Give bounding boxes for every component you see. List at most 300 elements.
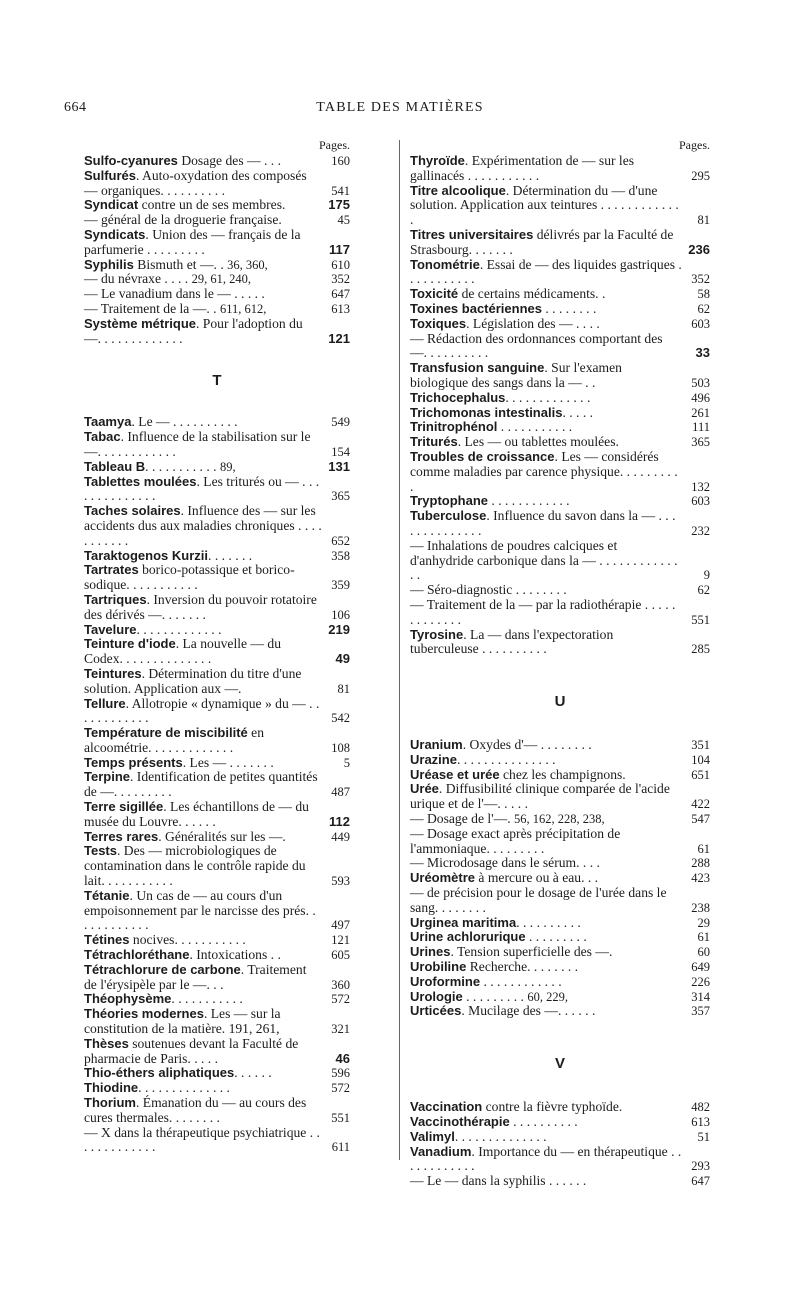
index-entry [84,287,350,302]
entry-page-number: 112 [329,813,350,829]
section-letter: V [554,1055,565,1073]
entry-text: . . . . . . . . . . . [145,458,217,474]
entry-heading: Sulfurés [84,167,137,183]
index-entry [410,435,710,450]
entry-heading: Taraktogenos Kurzii [84,547,209,563]
entry-page-number: 596 [331,1066,350,1081]
entry-heading: Titres universitaires [410,226,534,242]
entry-text: . La — dans l'expectoration tuberculeuse . . . . . . . . . . [410,626,614,657]
index-entry [410,990,710,1005]
entry-heading: Trichomonas intestinalis [410,404,563,420]
entry-text: . Sur l'examen biologique des sangs dans la — . . [410,360,622,390]
entry-page-number: 132 [691,479,710,494]
entry-page-number: 487 [331,785,350,800]
entry-heading: Uranium [410,737,463,753]
index-entry [84,948,350,963]
entry-page-number: 482 [691,1100,710,1115]
index-entry [84,756,350,771]
entry-page-number: 652 [331,533,350,548]
entry-heading: Urines [410,944,451,960]
entry-text: . . . . . . . . . . . . . . [454,1128,547,1144]
entry-heading: Thorium [84,1095,136,1111]
index-entry [84,637,350,667]
entry-page-number: 651 [691,767,710,782]
entry-text: . Mucilage des —. . . . . . [461,1003,596,1019]
entry-page-number: 45 [337,213,350,228]
entry-page-number: 238 [691,900,710,915]
entry-page-number: 46 [335,1050,350,1066]
running-title: TABLE DES MATIÈRES [316,100,484,115]
index-entry [410,856,710,871]
index-entry [84,169,350,199]
index-entry [410,450,710,494]
entry-text: . Un cas de — au cours d'un empoisonnement par le narcisse des prés. . . . . . . . . . . . [84,887,316,933]
index-entry [84,415,350,430]
index-entry [84,460,350,475]
entry-heading: Syphilis [84,256,134,272]
entry-text: contre la fièvre typhoïde. [482,1099,623,1115]
entry-text: — Traitement de la —. . [84,300,217,316]
index-entry [84,1081,350,1096]
index-entry [84,258,350,273]
entry-text: — Dosage de l'—. [410,811,511,827]
entry-heading: Tabac [84,429,121,445]
index-entry [84,770,350,800]
entry-page-number: 647 [331,287,350,302]
entry-page-number: 365 [691,435,710,450]
entry-page-number: 605 [331,948,350,963]
index-entry [410,886,710,916]
entry-text: . Pour l'adoption du —. . . . . . . . . . . . . [84,315,303,346]
entry-page-number: 29 [697,915,710,930]
entry-heading: Urginea maritima [410,914,517,930]
entry-page-number: 352 [331,272,350,287]
entry-heading: Tonométrie [410,256,480,272]
entry-heading: Terres rares [84,828,159,844]
entry-page-number: 649 [691,960,710,975]
entry-text: . . . . . . . . . . [516,914,581,930]
entry-text: . Émanation du — au cours des cures thermales. . . . . . . . [84,1095,307,1125]
entry-text: . . . . . . . . . . . . . [136,621,222,637]
entry-text: borico-potassique et borico-sodique. . . . . . . . . . . [84,562,295,593]
entry-page-number: 549 [331,415,350,430]
index-entry [84,800,350,830]
entry-page-number: 49 [335,651,350,667]
index-entry [410,258,710,288]
index-column-right [410,136,710,1189]
entry-heading: Tartriques [84,591,147,607]
entry-heading: Urée [410,781,439,797]
index-entry [410,317,710,332]
entry-heading: Uréomètre [410,870,476,886]
index-entry [410,332,710,362]
entry-text: . Identification de petites quantités de —. . . . . . . . . [84,769,318,800]
entry-extra-pages: 56, 162, 228, 238, [514,812,605,827]
entry-heading: Tuberculose [410,508,487,524]
entry-text: . Les — ou tablettes moulées. [457,434,619,450]
entry-page-number: 503 [691,375,710,390]
entry-page-number: 117 [329,241,350,257]
entry-page-number: 236 [688,241,710,257]
index-entry [84,302,350,317]
index-entry [410,1115,710,1130]
index-entry [410,406,710,421]
entry-page-number: 351 [691,738,710,753]
entry-page-number: 61 [697,930,710,945]
entry-page-number: 611 [331,1140,350,1155]
index-entry [84,213,350,228]
entry-heading: Syndicat [84,197,139,213]
entry-page-number: 108 [331,740,350,755]
entry-page-number: 131 [328,458,350,474]
entry-heading: Teinture d'iode [84,636,176,652]
index-entry [410,420,710,435]
entry-text: . . . . . . . . . . . [497,419,573,435]
entry-text: en alcoométrie. . . . . . . . . . . . . [84,725,264,755]
index-entry [84,1096,350,1126]
entry-heading: Taches solaires [84,503,181,519]
index-entry [84,1066,350,1081]
entry-text: . . . . . . . . . . . . [480,973,562,989]
entry-page-number: 9 [703,568,710,583]
index-entries-left [84,154,350,1155]
index-entry [410,628,710,658]
entry-page-number: 295 [691,168,710,183]
entry-extra-pages: 611, 612, [219,301,267,316]
entry-text: . . . . . . [234,1065,272,1081]
entry-page-number: 423 [691,871,710,886]
index-column-left [84,136,350,1155]
entry-text: — Traitement de la — par la radiothérapie . . . . . . . . . . . . . [410,596,676,627]
entry-text: . . . . . . . . . . . . . [505,389,591,405]
index-entry [410,391,710,406]
index-entry [410,287,710,302]
index-entry [410,583,710,598]
entry-text: . . . . . . . . . [525,929,587,945]
entry-heading: Trinitrophénol [410,419,498,435]
entry-heading: Uréase et urée [410,766,500,782]
entry-heading: Teintures [84,665,142,681]
entry-page-number: 154 [331,444,350,459]
entry-heading: Uroformine [410,973,481,989]
entry-page-number: 593 [331,874,350,889]
entry-heading: Théophysème [84,991,172,1007]
entry-text: — Le vanadium dans le — . . . . . [84,286,265,302]
index-entry [84,844,350,888]
entry-page-number: 551 [691,612,710,627]
index-entry [84,430,350,460]
entry-page-number: 647 [691,1174,710,1189]
entry-heading: Théories modernes [84,1006,204,1022]
entry-page-number: 111 [692,420,710,435]
index-entry [410,494,710,509]
entry-page-number: 106 [331,607,350,622]
entry-page-number: 314 [691,989,710,1004]
index-entry [84,198,350,213]
entry-text: . Intoxications . . [189,947,281,963]
entry-text: . . . . . . . [208,547,253,563]
entry-page-number: 261 [691,405,710,420]
index-entry [84,504,350,548]
entry-text: . Diffusibilité clinique comparée de l'acide urique et de l'—. . . . . [410,781,670,812]
entry-text: — Inhalations de poudres calciques et d'anhydride carbonique dans la — . . . . . . . . . . . . . . [410,537,678,583]
index-entry [84,933,350,948]
entry-text: . . . . . . . . . . . . . . [138,1080,230,1096]
index-entry [410,945,710,960]
entry-text: . Influence du savon dans la — . . . . . . . . . . . . . . [410,508,676,538]
entry-heading: Urobiline [410,959,467,975]
entry-heading: Titre alcoolique [410,182,506,198]
index-entry [410,738,710,753]
entry-text: à mercure ou à eau. . . [475,870,599,886]
index-entry [84,623,350,638]
section-letter: U [554,693,566,711]
entry-text: Recherche. . . . . . . . [466,959,579,975]
entry-heading: Valimyl [410,1128,455,1144]
entry-heading: Triturés [410,434,458,450]
entry-page-number: 572 [331,1081,350,1096]
entry-text: . Les triturés ou — . . . . . . . . . . . . . . [84,473,320,504]
entry-text: — X dans la thérapeutique psychiatrique . . . . . . . . . . . . . [84,1124,320,1155]
entry-heading: Troubles de croissance [410,448,555,464]
running-header [0,100,800,124]
entry-page-number: 359 [331,578,350,593]
entry-heading: Urazine [410,751,457,767]
index-entry [84,1037,350,1067]
entry-text: Bismuth et —. . [133,256,224,272]
index-entry [84,667,350,697]
entry-text: Dosage des — . . . [177,153,281,168]
entry-heading: Tablettes moulées [84,473,197,489]
entry-page-number: 321 [331,1022,350,1037]
index-entry [410,1174,710,1189]
entry-page-number: 175 [328,197,350,213]
entry-heading: Urologie [410,988,463,1004]
entry-heading: Tellure [84,695,126,711]
entry-text: . Tension superficielle des —. [450,944,613,960]
entry-text: . Détermination du titre d'une solution. Application aux —. [84,665,302,696]
index-entry [84,549,350,564]
index-entry [410,509,710,539]
entry-page-number: 121 [331,933,350,948]
entry-heading: Temps présents [84,754,183,770]
entry-heading: Thio-éthers aliphatiques [84,1065,235,1081]
entry-text: . . . . . . . . . . . . . . . [456,751,556,767]
index-entries-right [410,154,710,1189]
entry-page-number: 365 [331,489,350,504]
entry-heading: Taamya [84,414,132,430]
index-entry [410,302,710,317]
entry-text: — du névraxe . . . . [84,271,189,287]
entry-heading: Syndicats [84,226,146,242]
entry-text: . Allotropie « dynamique » du — . . . . . . . . . . . . [84,695,320,726]
entry-text: — général de la droguerie française. [84,212,282,228]
entry-heading: Tétrachloréthane [84,947,190,963]
entry-text: . Les — . . . . . . . [182,754,274,770]
entry-extra-pages: 29, 61, 240, [191,272,251,287]
entry-text: . Le — . . . . . . . . . . [131,414,238,430]
entry-text: . Les — considérés comme maladies par carence physique. . . . . . . . . . [410,448,678,494]
entry-text: . Détermination du — d'une solution. Application aux teintures . . . . . . . . . . . . . [410,182,679,228]
index-entry [410,228,710,258]
entry-heading: Toxicité [410,286,459,302]
entry-page-number: 357 [691,1004,710,1019]
entry-text: chez les champignons. [499,766,626,782]
entry-text: — de précision pour le dosage de l'urée dans le sang. . . . . . . . [410,885,667,915]
entry-text: . . . . . . . . . . [509,1114,578,1130]
index-entry [410,768,710,783]
index-entry [410,871,710,886]
index-entry [84,992,350,1007]
entry-text: . . . . . . . . . . . [171,991,243,1007]
entry-page-number: 610 [331,257,350,272]
entry-text: contre un de ses membres. [138,197,286,213]
index-entry [410,539,710,583]
entry-heading: Vaccination [410,1099,483,1115]
entry-text: . Auto-oxydation des composés — organiques. . . . . . . . . . [84,167,307,198]
entry-heading: Température de miscibilité [84,725,248,741]
entry-page-number: 288 [691,856,710,871]
entry-text: . Union des — français de la parfumerie . . . . . . . . . [84,226,301,257]
index-entry [84,475,350,505]
section-letter: T [212,372,222,390]
entry-page-number: 360 [331,977,350,992]
entry-text: . Législation des — . . . . [466,315,600,331]
entry-text: . Importance du — en thérapeutique . . . . . . . . . . . . [410,1143,682,1174]
entry-heading: Urine achlorurique [410,929,526,945]
entry-text: . Des — microbiologiques de contamination dans le contrôle rapide du lait. . . . . . . . . . . [84,843,306,889]
entry-heading: Système métrique [84,315,196,331]
entry-text: — Rédaction des ordonnances comportant des —. . . . . . . . . . [410,330,663,361]
index-entry [84,963,350,993]
index-entry [410,827,710,857]
index-entry [84,1126,350,1156]
index-entry [84,1007,350,1037]
entry-page-number: 496 [691,390,710,405]
pages-column-label: Pages. [679,138,710,152]
entry-text: . Influence de la stabilisation sur le —. . . . . . . . . . . . [84,429,311,459]
index-entry [410,154,710,184]
entry-page-number: 541 [331,183,350,198]
entry-page-number: 613 [331,301,350,316]
entry-page-number: 51 [697,1129,710,1144]
entry-page-number: 358 [331,548,350,563]
entry-heading: Toxines bactériennes [410,300,542,316]
entry-page-number: 613 [691,1115,710,1130]
index-entry [84,593,350,623]
entry-page-number: 58 [697,287,710,302]
entry-extra-pages: 36, 360, [227,257,268,272]
index-entry [410,753,710,768]
entry-page-number: 285 [691,642,710,657]
entry-text: — Séro-diagnostic . . . . . . . . [410,582,567,598]
entry-page-number: 60 [697,945,710,960]
entry-text: . Les — sur la constitution de la matière. 191, 261, [84,1006,281,1037]
entry-heading: Terre sigillée [84,799,164,815]
entry-text: . . . . . . . . . [462,988,524,1004]
index-entry [410,184,710,228]
entry-page-number: 497 [331,918,350,933]
entry-text: . Traitement de l'érysipèle par le —. . . [84,961,307,992]
entry-heading: Tétines [84,932,130,948]
entry-page-number: 226 [691,974,710,989]
entry-text: de certains médicaments. . [458,286,606,302]
entry-page-number: 572 [331,992,350,1007]
entry-text: . . . . . [562,404,594,420]
index-entry [84,154,350,169]
entry-heading: Tavelure [84,621,137,637]
entry-page-number: 160 [331,154,350,168]
entry-text: . Influence des — sur les accidents dus aux maladies chroniques . . . . . . . . . . . [84,503,322,548]
entry-heading: Tryptophane [410,493,489,509]
index-entry [410,812,710,827]
index-entry [410,975,710,990]
index-entry [410,598,710,628]
entry-page-number: 352 [691,272,710,287]
page-number: 664 [64,100,87,115]
index-entry [84,697,350,727]
entry-page-number: 104 [691,752,710,767]
index-entry [410,1145,710,1175]
entry-heading: Toxiques [410,315,467,331]
entry-heading: Tests [84,843,117,859]
entry-text: . Inversion du pouvoir rotatoire des dérivés —. . . . . . . [84,591,317,622]
entry-page-number: 232 [691,523,710,538]
entry-page-number: 61 [697,841,710,856]
entry-page-number: 603 [691,494,710,509]
entry-page-number: 33 [695,345,710,361]
index-entry [410,916,710,931]
entry-extra-pages: 60, 229, [527,989,568,1004]
entry-heading: Transfusion sanguine [410,360,545,376]
entry-text: nocives. . . . . . . . . . . [129,932,246,948]
index-entry [410,960,710,975]
entry-page-number: 551 [331,1110,350,1125]
index-entry [410,782,710,812]
column-divider [399,140,400,1160]
entry-page-number: 121 [328,330,350,346]
entry-text: . Généralités sur les —. [158,828,286,844]
entry-page-number: 542 [331,711,350,726]
entry-heading: Thiodine [84,1080,139,1096]
entry-page-number: 81 [337,681,350,696]
entry-page-number: 449 [331,829,350,844]
entry-text: . Oxydes d'— . . . . . . . . [462,737,592,753]
entry-page-number: 422 [691,797,710,812]
entry-heading: Tétrachlorure de carbone [84,961,241,977]
index-entry [84,830,350,845]
entry-text: . Expérimentation de — sur les gallinacés . . . . . . . . . . . [410,153,635,183]
entry-page-number: 81 [697,213,710,228]
pages-column-label: Pages. [319,138,350,152]
entry-text: — Dosage exact après précipitation de l'ammoniaque. . . . . . . . . [410,825,621,856]
entry-heading: Urticées [410,1003,462,1019]
entry-heading: Sulfo-cyanures [84,153,178,168]
index-entry [84,272,350,287]
index-entry [410,361,710,391]
entry-heading: Tyrosine [410,626,464,642]
index-entry [84,228,350,258]
entry-text: — Microdosage dans le sérum. . . . [410,855,600,871]
entry-text: . . . . . . . . [541,300,597,316]
entry-heading: Vaccinothérapie [410,1114,510,1130]
index-entry [84,726,350,756]
index-entry [84,317,350,347]
index-entry [410,1130,710,1145]
entry-page-number: 293 [691,1159,710,1174]
entry-page-number: 603 [691,316,710,331]
entry-page-number: 5 [343,755,350,770]
